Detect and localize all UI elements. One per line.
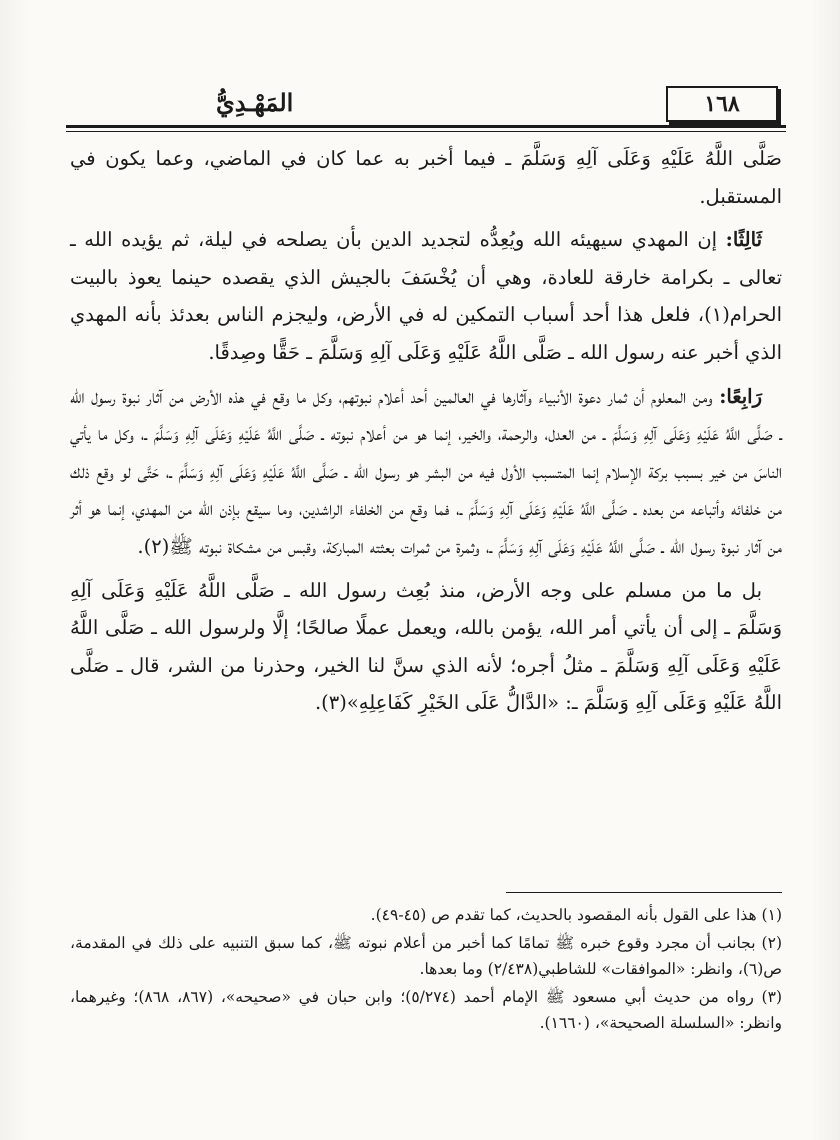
footnote-separator xyxy=(506,892,782,893)
footnote-2: (٢) بجانب أن مجرد وقوع خبره ﷺ تمامًا كما أخبر من أعلام نبوته ﷺ، كما سبق التنبيه على ذلك في المقدمة، ص(٦)، وانظر: «الموافقات» للشاطبي(٢/٤٣٨) وما بعدها. xyxy=(70,934,782,978)
paragraph-3 xyxy=(70,378,782,566)
page-number-box xyxy=(666,86,778,122)
paragraph-2-text: إن المهدي سيهيئه الله ويُعِدُّه لتجديد الدين بأن يصلحه في ليلة، ثم يؤيده الله ـ تعالى ـ بكرامة خارقة للعادة، وهي أن يُخْسَفَ بالجيش الذي يقصده حينما يعوذ بالبيت الحرام(١)، فلعل هذا أحد أسباب التمكين له في الأرض، وليجزم الناس بعدئذ بأنه المهدي الذي أخبر عنه رسول الله ـ صَلَّى اللَّهُ عَلَيْهِ وَعَلَى آلِهِ وَسَلَّمَ ـ حَقًّا وصِدقًا. xyxy=(70,228,782,364)
paragraph-3-text: ومن المعلوم أن ثمار دعوة الأنبياء وآثارها في العالمين أحد أعلام نبوتهم، وكل ما وقع في هذه الأرض من آثار نبوة رسول الله ـ صَلَّى اللَّهُ عَلَيْهِ وَعَلَى آلِهِ وَسَلَّمَ ـ من العدل، والرحمة، والخير، إنما هو من أعلام نبوته ـ صَلَّى اللَّهُ عَلَيْهِ وَعَلَى آلِهِ وَسَلَّمَ ـ، وكل ما يأتي الناسَ من خير بسبب بركة الإسلام إنما المتسبب الأول فيه من البشر هو رسول الله ـ صَلَّى اللَّهُ عَلَيْهِ وَعَلَى آلِهِ وَسَلَّمَ ـ، حَتَّى لو وقع ذلك من خلفائه وأتباعه من بعده ـ صَلَّى اللَّهُ عَلَيْهِ وَعَلَى آلِهِ وَسَلَّمَ ـ، فما وقع من الخلفاء الراشدين، وما سيقع بإذن الله من المهدي، إنما هو أثر من آثار نبوة رسول الله ـ صَلَّى اللَّهُ عَلَيْهِ وَعَلَى آلِهِ وَسَلَّمَ ـ، وثمرة من ثمرات بعثته المباركة، وقبس من مشكاة نبوته ﷺ(٢). xyxy=(70,384,782,558)
paragraph-1: صَلَّى اللَّهُ عَلَيْهِ وَعَلَى آلِهِ وَسَلَّمَ ـ فيما أخبر به عما كان في الماضي، وعما يكون في المستقبل. xyxy=(70,147,782,208)
page-header xyxy=(66,82,786,122)
running-title: المَهْـدِيُّ xyxy=(216,88,294,117)
header-rule-thick xyxy=(66,125,786,128)
paragraph-4: بل ما من مسلم على وجه الأرض، منذ بُعِث رسول الله ـ صَلَّى اللَّهُ عَلَيْهِ وَعَلَى آلِهِ وَسَلَّمَ ـ إلى أن يأتي أمر الله، يؤمن بالله، ويعمل عملًا صالحًا؛ إلَّا ولرسول الله ـ صَلَّى اللَّهُ عَلَيْهِ وَعَلَى آلِهِ وَسَلَّمَ ـ مثلُ أجره؛ لأنه الذي سنَّ لنا الخير، وحذرنا من الشر، قال ـ صَلَّى اللَّهُ عَلَيْهِ وَعَلَى آلِهِ وَسَلَّمَ ـ: «الدَّالُّ عَلَى الخَيْرِ كَفَاعِلِهِ»(٣). xyxy=(70,578,782,715)
footnotes xyxy=(70,902,782,1038)
paragraph-3-lead: رَابِعًا: xyxy=(719,384,763,408)
footnote-3: (٣) رواه من حديث أبي مسعود ﷺ الإمام أحمد (٥/٢٧٤)؛ وابن حبان في «صحيحه»، (٨٦٧، ٨٦٨)؛ وغيرهما، وانظر: «السلسلة الصحيحة»، (١٦٦٠). xyxy=(70,988,782,1032)
paragraph-2-lead: ثَالِثًا: xyxy=(725,228,762,252)
header-rule-thin xyxy=(66,131,786,132)
footnote-1: (١) هذا على القول بأنه المقصود بالحديث، كما تقدم ص (٤٥-٤٩). xyxy=(370,906,782,924)
page-number: ١٦٨ xyxy=(704,91,740,117)
main-text xyxy=(70,140,782,728)
paragraph-2 xyxy=(70,221,782,371)
